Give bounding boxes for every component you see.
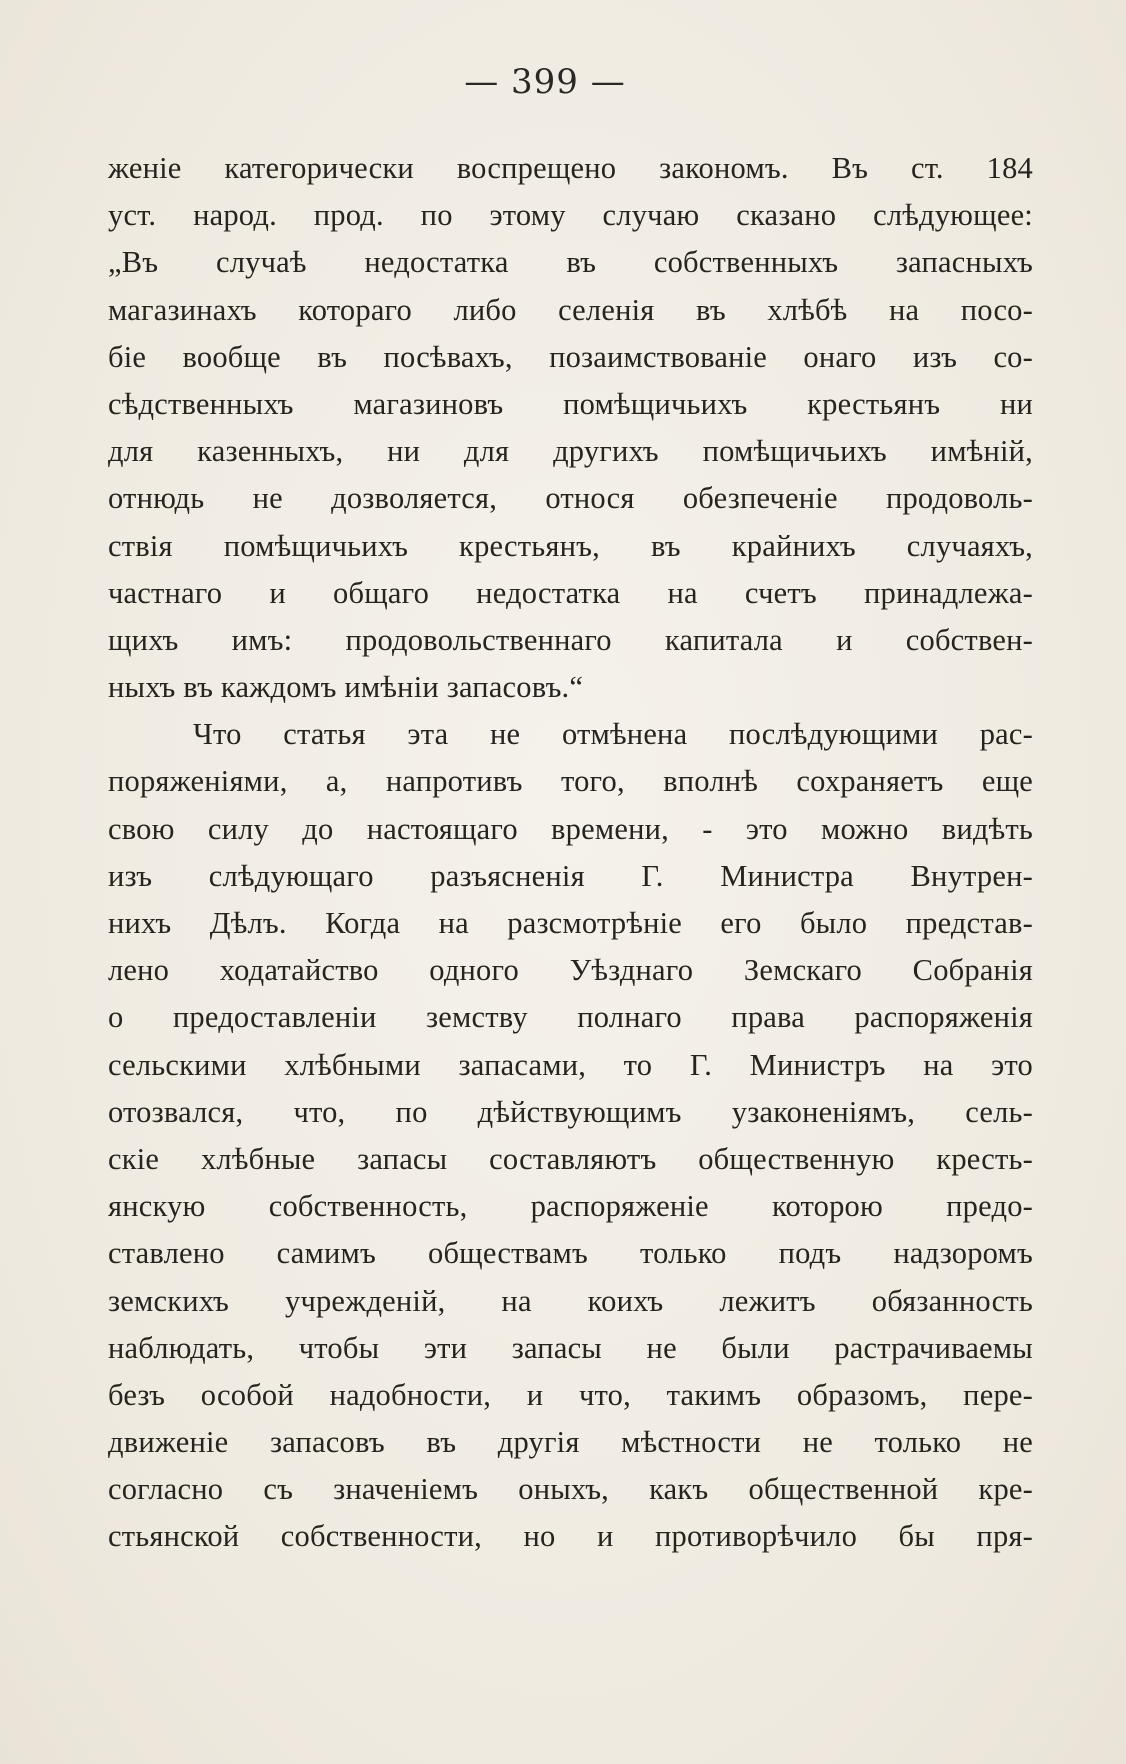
text-line: согласно съ значеніемъ оныхъ, какъ общественной кре-: [108, 1472, 1033, 1507]
paragraph-start-line: Что статья эта не отмѣнена послѣдующими рас-: [193, 717, 1033, 752]
text-line: біе вообще въ посѣвахъ, позаимствованіе онаго изъ со-: [108, 339, 1033, 374]
text-line: уст. народ. прод. по этому случаю сказано слѣдующее:: [108, 198, 1033, 233]
text-line: магазинахъ котораго либо селенія въ хлѣбѣ на посо-: [108, 292, 1033, 327]
text-line: женіе категорически воспрещено закономъ. Въ ст. 184: [108, 151, 1033, 185]
text-line: движеніе запасовъ въ другія мѣстности не только не: [108, 1425, 1033, 1460]
body-text: [108, 145, 1033, 1561]
text-line: стьянской собственности, но и противорѣчило бы пря-: [108, 1519, 1033, 1554]
text-line: свою силу до настоящаго времени, - это можно видѣть: [108, 811, 1033, 846]
text-line: о предоставленіи земству полнаго права распоряженія: [108, 1000, 1033, 1035]
text-line: „Въ случаѣ недостатка въ собственныхъ запасныхъ: [108, 245, 1033, 280]
text-line: скіе хлѣбные запасы составляютъ общественную кресть-: [108, 1141, 1033, 1176]
text-line: сѣдственныхъ магазиновъ помѣщичьихъ крестьянъ ни: [108, 386, 1033, 421]
text-line: отозвался, что, по дѣйствующимъ узаконеніямъ, сель-: [108, 1094, 1033, 1129]
text-line: для казенныхъ, ни для другихъ помѣщичьихъ имѣній,: [108, 434, 1033, 469]
text-line: янскую собственность, распоряженіе которою предо-: [108, 1189, 1033, 1224]
text-line: земскихъ учрежденій, на коихъ лежитъ обязанность: [108, 1283, 1033, 1318]
text-line: отнюдь не дозволяется, относя обезпеченіе продоволь-: [108, 481, 1033, 516]
text-line: лено ходатайство одного Уѣзднаго Земскаго Собранія: [108, 953, 1033, 988]
text-line: щихъ имъ: продовольственнаго капитала и собствен-: [108, 622, 1033, 657]
page-number: — 399 —: [464, 62, 626, 102]
text-line: частнаго и общаго недостатка на счетъ принадлежа-: [108, 575, 1033, 610]
text-line: ствія помѣщичьихъ крестьянъ, въ крайнихъ случаяхъ,: [108, 528, 1033, 563]
text-line: сельскими хлѣбными запасами, то Г. Министръ на это: [108, 1047, 1033, 1082]
text-line: ставлено самимъ обществамъ только подъ надзоромъ: [108, 1236, 1033, 1271]
text-line: нихъ Дѣлъ. Когда на разсмотрѣніе его было представ-: [108, 906, 1033, 940]
text-line: наблюдать, чтобы эти запасы не были растрачиваемы: [108, 1330, 1033, 1365]
text-line: безъ особой надобности, и что, такимъ образомъ, пере-: [108, 1377, 1033, 1412]
paragraph-end-line: ныхъ въ каждомъ имѣніи запасовъ.“: [108, 670, 584, 705]
text-line: поряженіями, а, напротивъ того, вполнѣ сохраняетъ еще: [108, 764, 1033, 799]
text-line: изъ слѣдующаго разъясненія Г. Министра Внутрен-: [108, 858, 1033, 893]
